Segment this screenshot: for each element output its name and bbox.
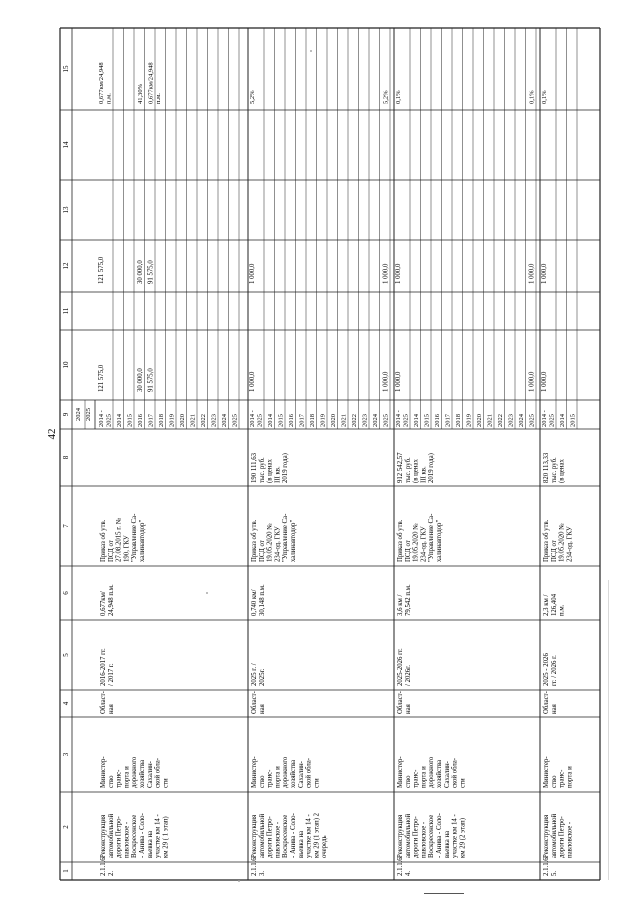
page-number: 42: [46, 428, 58, 440]
year: 2019: [319, 414, 327, 427]
executor: Министер-ствотранс-порта идорожногохозяйстваСахалин-ской обла-сти: [251, 756, 321, 788]
year: 2024: [518, 414, 525, 427]
estimated-cost: 820 113,33тыс. руб.(в ценах: [543, 452, 566, 483]
column-number-9: 9: [62, 412, 70, 417]
year: 2023: [361, 414, 369, 427]
construction-period: 2025 г. /2025г.: [251, 663, 266, 686]
column-number-4: 4: [62, 701, 70, 706]
object-name: Реконструкцияавтомобильнойдороги Петро-павловское -: [543, 813, 574, 858]
year: 2016: [434, 414, 441, 427]
year: 2017: [298, 414, 306, 427]
year: 2014 -2025: [395, 410, 410, 427]
value-col10: 30 000,0: [137, 368, 144, 392]
capacity: 3,6 км /79,542 п.м.: [397, 584, 412, 616]
executor: Министер-ствотранс-порта и: [543, 756, 574, 788]
approval-document: Приказ об утв.ПСД от19.05.2020 №234-од, ГКУ"Управление Са-халинавтодор": [397, 513, 443, 562]
year: 2020: [476, 414, 483, 427]
value-col15: 5,2%: [249, 90, 256, 104]
year: 2018: [309, 414, 316, 427]
year: 2018: [158, 414, 165, 427]
year: 2014: [559, 414, 566, 427]
year: 2023: [210, 414, 218, 427]
construction-period: 2025 - 2026гг. / 2026 г.: [543, 653, 558, 686]
construction-period: 2016-2017 гг./ 2017 г.: [100, 648, 115, 686]
value-col12: 121 575,0: [98, 256, 105, 284]
year: 2015: [126, 414, 134, 427]
year: 2018: [455, 414, 462, 427]
year: 2014 -2025: [249, 410, 264, 427]
year: 2025: [382, 414, 390, 427]
year: 2021: [189, 414, 197, 427]
capacity: 0,677км/24,948 п.м.: [100, 584, 115, 616]
year: 2017: [147, 414, 155, 427]
table-cells: [0, 62, 577, 905]
table-grid: [60, 28, 600, 880]
year: 2015: [423, 414, 431, 427]
value-col10: 1 000,0: [249, 371, 256, 392]
year: 2024: [372, 414, 379, 427]
column-number-6: 6: [62, 591, 70, 595]
column-number-7: 7: [62, 524, 70, 528]
estimated-cost: 190 111,63тыс. руб.(в ценахIII кв.2019 года): [251, 452, 290, 483]
scan-speck: [206, 592, 208, 594]
year: 2014: [116, 414, 123, 427]
ownership: Област-ная: [397, 691, 412, 714]
value-col12: 91 575,0: [147, 260, 155, 284]
object-name: Реконструкцияавтомобильнойдороги Петро-павловское -Воскресенское- Анива - Соло-вьевка научастке км 14 -км 29 (1 этап) 2очередь: [251, 812, 329, 858]
executor: Министер-ствотранс-порта идорожногохозяйстваСахалин-ской обла-сти: [100, 756, 170, 788]
column-number-11: 11: [62, 307, 70, 315]
object-name: Реконструкцияавтомобильнойдороги Петро-павловское -Воскресенское- Анива - Соло-вьевка научастке км 14 -км 29 ( 1 этап): [100, 813, 170, 858]
year: 2022: [200, 414, 207, 427]
scan-artifact-line: [608, 580, 609, 880]
object-name: Реконструкцияавтомобильнойдороги Петро-павловское -Воскресенское- Анива - Соло-вьевка научастке км 14 -км 29 (2 этап): [397, 813, 467, 858]
column-number-13: 13: [62, 206, 70, 214]
column-number-12: 12: [62, 262, 70, 270]
column-number-1: 1: [62, 869, 70, 873]
year: 2016: [288, 414, 295, 427]
entry-number: 2.1.1.64.: [397, 857, 412, 876]
year: 2023: [507, 414, 515, 427]
ownership: Област-ная: [543, 691, 558, 714]
value-col12: 1 000,0: [541, 263, 548, 284]
year: 2015: [569, 414, 577, 427]
scan-artifact-line: [424, 893, 464, 894]
value-col15: 0,1%: [395, 90, 402, 104]
year: 2017: [444, 414, 452, 427]
carryover-year: 2025: [85, 408, 92, 421]
year: 2014: [413, 414, 420, 427]
capacity: 0,740 км/30,148 п.м.: [251, 584, 266, 616]
column-number-5: 5: [62, 653, 70, 657]
value-col12: 1 000,0: [249, 263, 256, 284]
year: 2019: [168, 414, 176, 427]
value-col10: 1 000,0: [528, 371, 536, 392]
column-number-8: 8: [62, 455, 70, 460]
value-col12: 30 000,0: [137, 260, 144, 284]
column-number-3: 3: [62, 752, 70, 757]
year: 2019: [465, 414, 473, 427]
year: 2025: [231, 414, 239, 427]
year: 2021: [486, 414, 494, 427]
entry-number: 2.1.1.63.: [251, 857, 266, 876]
value-col15: 0,677км/24,948п.м.: [98, 62, 113, 104]
year: 2014: [267, 414, 274, 427]
year: 2014 -2025: [541, 410, 556, 427]
scan-speck: [238, 880, 240, 882]
value-col12: 1 000,0: [528, 263, 536, 284]
year: 2020: [179, 414, 186, 427]
year: 2016: [137, 414, 144, 427]
entry-number: 2.1.1.65.: [543, 857, 558, 876]
year: 2025: [528, 414, 536, 427]
year: 2015: [277, 414, 285, 427]
year: 2022: [351, 414, 358, 427]
estimated-cost: 912 542,57тыс. руб.(в ценахIII кв.2019 года): [397, 452, 436, 483]
value-col10: 1 000,0: [382, 371, 390, 392]
year: 2021: [340, 414, 348, 427]
scan-speck: [310, 50, 312, 52]
year: 2024: [221, 414, 228, 427]
carryover-year: 2024: [75, 408, 82, 421]
year: 2020: [330, 414, 337, 427]
value-col10: 1 000,0: [541, 371, 548, 392]
approval-document: Приказ об утв.ПСД от19.05.2020 №234-од, ГКУ: [543, 519, 574, 562]
column-number-15: 15: [62, 65, 70, 73]
value-col10: 91 575,0: [147, 368, 155, 392]
value-col15: 5,2%: [382, 90, 390, 104]
entry-number: 2.1.1.62.: [100, 857, 115, 876]
value-col15: 0,1%: [541, 90, 548, 104]
value-col15: 0,677км/24,948п.м.: [147, 62, 162, 104]
value-col10: 121 575,0: [98, 364, 105, 392]
value-col12: 1 000,0: [395, 263, 402, 284]
value-col10: 1 000,0: [395, 371, 402, 392]
year: 2014 -2025: [98, 410, 113, 427]
approval-document: Приказ об утв.ПСД от19.05.2020 №234-од, ГКУ"Управление Са-халинавтодор": [251, 513, 297, 562]
value-col15: 0,1%: [528, 90, 536, 104]
construction-period: 2025-2026 гг./ 2026г.: [397, 648, 412, 686]
value-col15: 41,30%: [137, 83, 144, 104]
column-number-14: 14: [62, 141, 70, 149]
value-col12: 1 000,0: [382, 263, 390, 284]
capacity: 2,3 км /126,404п.м.: [543, 593, 566, 616]
column-number-2: 2: [62, 825, 70, 829]
column-number-10: 10: [62, 361, 70, 369]
year: 2022: [497, 414, 504, 427]
ownership: Област-ная: [100, 691, 115, 714]
ownership: Област-ная: [251, 691, 266, 714]
approval-document: Приказ об утв.ПСД от27.08.2015 г. №190, ГКУ"Управление Са-халинавтодор": [100, 513, 146, 562]
executor: Министер-ствотранс-порта идорожногохозяйстваСахалин-ской обла-сти: [397, 756, 467, 788]
